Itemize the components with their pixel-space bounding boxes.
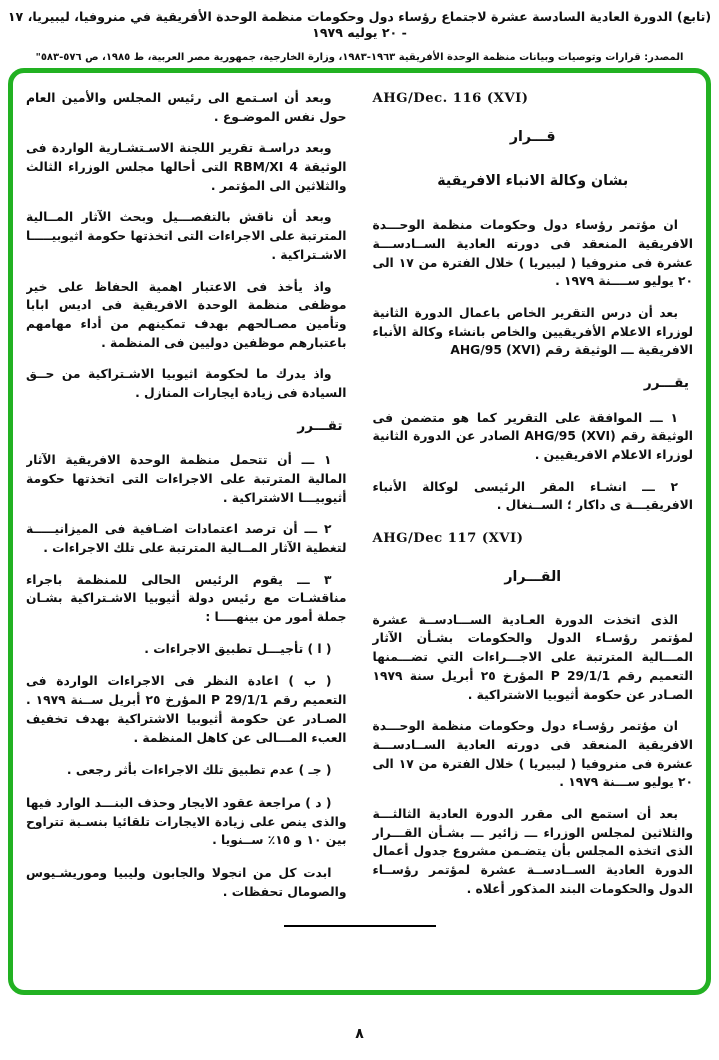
- header-session-title: (تابع) الدورة العادية السادسة عشرة لاجتماع رؤساء دول وحكومات منظمة الوحدة الأفريقية في منروفيا، ليبيريا، ١٧ - ٢٠ يوليه ١٩٧٩: [7, 9, 712, 41]
- decision-subject: بشان وكالة الانباء الافريقية: [437, 172, 629, 189]
- decision-ref-117: AHG/Dec 117 (XVI): [372, 531, 524, 547]
- decision-item: ١ ـــ أن تتحمل منظمة الوحدة الافريقية الآثار المالية المترتبة على الاجراءات التى اتخذتها حكومة أثيوبيـــا الاشتراكية .: [26, 453, 347, 505]
- paragraph: وبعد أن اسـتمع الى رئيس المجلس والأمين العام حول نفس الموضـوع .: [26, 91, 347, 124]
- paragraph: ان مؤتمر رؤسـاء دول وحكومات منظمة الوحـــدة الافريقية المنعقد فى دورته العادية الســادســـة عشرة فى منروفيا ( ليبيريا ) خلال الفترة من ١٧ الى ٢٠ يوليو ســـنة ١٩٧٩ .: [372, 719, 693, 790]
- sub-item-c: ( جـ ) عدم تطبيق تلك الاجراءات بأثر رجعى .: [66, 763, 332, 778]
- decision-item: ٢ ـــ انشـاء المقر الرئيسى لوكالة الأنباء الافريقيـــة ى داكار ؛ الســنغال .: [372, 479, 693, 513]
- decision-item: ١ ـــ الموافقة على التقرير كما هو متضمن فى الوثيقة رقم AHG/95 (XVI) الصادر عن الدورة الثانية لوزراء الاعلام الافريقيين .: [372, 410, 693, 463]
- column-right: [373, 89, 694, 922]
- paragraph: بعد أن درس التقرير الخاص باعمال الدورة الثانية لوزراء الاعلام الأفريقيين والخاص بانشاء وكالة الأنباء الافريقية ـــ الوثيقة رقم AHG/95 (XVI): [372, 305, 693, 358]
- decides-heading: يقـــرر: [643, 375, 689, 392]
- paragraph: ان مؤتمر رؤساء دول وحكومات منظمة الوحـــدة الافريقية المنعقد فى دورته العادية الســادســـة عشرة فى منروفيا ( ليبيريا ) خلال الفترة من ١٧ الى ٢٠ يوليو ســــنة ١٩٧٩ .: [372, 218, 693, 289]
- page-number: ٨: [355, 1026, 364, 1042]
- paragraph: واذ يدرك ما لحكومة اثيوبيا الاشـتراكية من حــق السيادة فى زيادة ايجارات المنازل .: [26, 367, 347, 400]
- sub-item-a: ( ا ) تأجيـــل تطبيق الاجراءات .: [144, 641, 332, 656]
- page-header: [4, 9, 715, 64]
- two-column-text: [26, 89, 693, 922]
- document-frame: [8, 68, 711, 995]
- column-left: [26, 89, 347, 922]
- decision-title: قـــرار: [509, 129, 556, 146]
- sub-item-b: ( ب ) اعادة النظر فى الاجراءات الواردة فى التعميم رقم P 29/1/1 المؤرخ ٢٥ أبريل ســنة ١٩٧٩ . الصـادر عن حكومة أثيوبيا الاشتراكية بهدف تخفيف العبء المـــالى عن كاهل المنظمة .: [26, 674, 347, 745]
- reservations-note: ابدت كل من انجولا والجابون وليبيا وموريشـيوس والصومال تحفظات .: [26, 865, 347, 899]
- decides-heading: تقـــرر: [297, 417, 343, 434]
- bottom-separator-line: [284, 925, 436, 927]
- paragraph: الذى اتخذت الدورة العـادية الســـادســة عشرة لمؤتمر رؤسـاء الدول والحكومات بشـأن الآثار المـــالية المترتبة على الاجـــراءات التي تضـــمنها التعميم رقم P 29/1/1 المؤرخ ٢٥ أبريل سنة ١٩٧٩ الصـادر عن حكومة أثيوبيا الاشتراكية .: [372, 612, 693, 702]
- decision-item: ٢ ـــ أن ترصد اعتمادات اضـافية فى الميزانيـــــة لتغطية الآثار المــالية المترتبة على تلك الاجراءات .: [26, 522, 347, 556]
- paragraph: وبعد دراسـة تقرير اللجنة الاسـتشـارية الواردة فى الوثيقة RBM/XI 4 التى أحالها مجلس الوزراء الثالث والثلاثين الى المؤتمر .: [26, 141, 347, 193]
- paragraph: وبعد أن ناقش بالتفصـــيل وبحث الآثار المــالية المترتبة على الاجراءات التى اتخذتها حكومة اثيوبيـــــا الاشـتراكية .: [26, 210, 347, 262]
- decision-ref-116: AHG/Dec. 116 (XVI): [372, 91, 529, 106]
- decision-item: ٣ ـــ يقوم الرئيس الحالى للمنظمة باجراء مناقشـات مع رئيس دولة أثيوبيا الاشـتراكية بشـان جملة أمور من بينهــــا :: [26, 572, 347, 625]
- paragraph: بعد أن استمع الى مقرر الدورة العادية الثالثـــة والثلاثين لمجلس الوزراء ـــ زائير ـــ بشـأن القـــرار الذى اتخذه المجلس بأن يتضـمن مشروع جدول أعمال الدورة العادية الســادســة عشرة لمؤتمر رؤســاء الدول والحكومات البند المذكور أعلاه .: [372, 806, 693, 896]
- decision-title: القـــرار: [504, 569, 562, 586]
- paragraph: واذ يأخذ فى الاعتبار اهمية الحفاظ على خير موظفى منظمة الوحدة الافريقية فى اديس ابابا وتأمين مصـالحهم بهدف تمكينهم من أداء مهامهم باعتبارهم موظفين دوليين فى المنظمة .: [26, 279, 347, 350]
- header-source-citation: المصدر: قرارات وتوصيات وبيانات منظمة الوحدة الأفريقية ١٩٦٣-١٩٨٣، وزارة الخارجية، جمهورية مصر العربية، ط ١٩٨٥، ص ٥٧٦-٥٨٣": [35, 51, 684, 63]
- sub-item-d: ( د ) مراجعة عقود الايجار وحذف البنـــد الوارد فيها والذى ينص على زيادة الايجارات تلقائيا بنسـبة تتراوح بين ١٠ و ١٥٪ ســنويا .: [26, 795, 347, 848]
